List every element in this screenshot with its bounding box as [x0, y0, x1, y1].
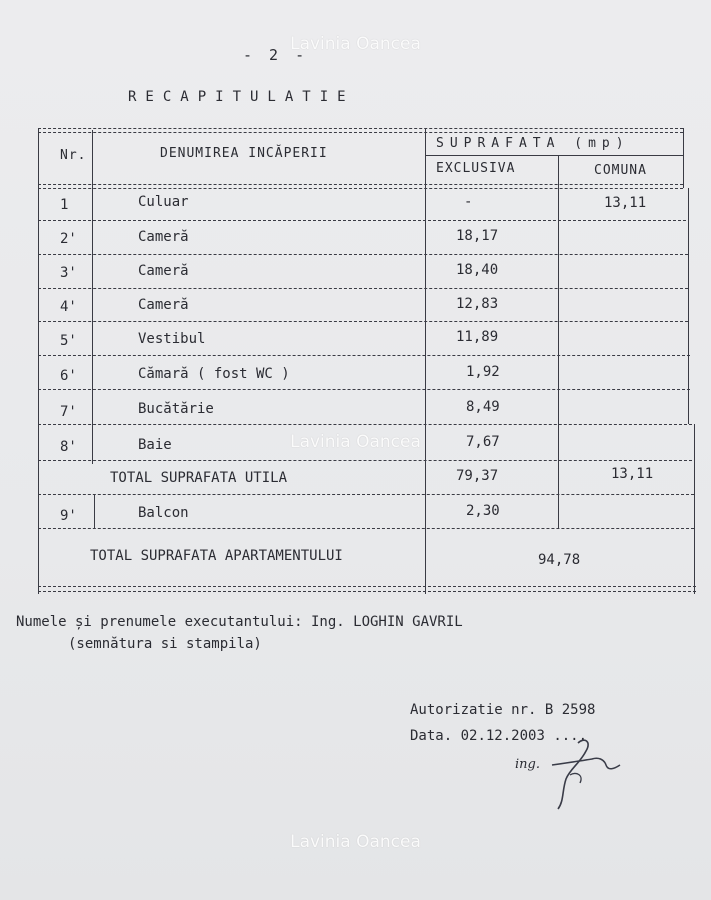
- header-subdivider: [426, 155, 683, 156]
- executor-line: Numele și prenumele executantului: Ing. LOGHIN GAVRIL: [16, 614, 463, 630]
- row-divider: [38, 254, 688, 255]
- nr-column-divider-balcony: [94, 494, 95, 528]
- row-divider: [38, 494, 694, 495]
- row-divider: [38, 288, 688, 289]
- row-8-nr: 8': [60, 439, 77, 455]
- nr-column-divider: [92, 130, 93, 464]
- name-column-divider: [425, 128, 426, 594]
- row-divider: [38, 528, 694, 529]
- row-3-exclusive: 18,40: [456, 262, 499, 278]
- header-bottom-border-inner: [38, 188, 683, 189]
- watermark-top: Lavinia Oancea: [290, 34, 421, 54]
- exclusive-column-divider: [558, 155, 559, 528]
- header-nr: Nr.: [60, 148, 87, 163]
- row-7-exclusive: 8,49: [466, 399, 500, 415]
- row-1-exclusive: -: [464, 194, 473, 210]
- header-common: COMUNA: [594, 163, 647, 178]
- row-1-common: 13,11: [604, 195, 647, 211]
- date-trail: ....: [553, 728, 588, 744]
- row-2-exclusive: 18,17: [456, 228, 499, 244]
- table-right-border-top: [683, 128, 684, 188]
- row-6-nr: 6': [60, 368, 77, 384]
- area-table: [38, 128, 698, 598]
- total-useful-label: TOTAL SUPRAFATA UTILA: [110, 470, 288, 486]
- row-7-name: Bucătărie: [138, 401, 214, 417]
- table-top-border: [38, 128, 683, 129]
- row-divider: [38, 389, 690, 390]
- executor-note: (semnătura si stampila): [68, 636, 262, 652]
- table-right-border-mid: [688, 188, 689, 424]
- total-apartment-value: 94,78: [538, 552, 581, 568]
- date-label: Data.: [410, 728, 453, 744]
- table-bottom-border: [38, 586, 696, 587]
- row-divider: [38, 424, 692, 425]
- row-6-name: Cămară ( fost WC ): [138, 366, 290, 382]
- row-2-name: Cameră: [138, 229, 189, 245]
- header-room-name: DENUMIREA INCĂPERII: [160, 146, 328, 161]
- row-1-name: Culuar: [138, 194, 189, 210]
- row-5-name: Vestibul: [138, 331, 206, 347]
- total-useful-common: 13,11: [611, 466, 654, 482]
- header-area-group: SUPRAFATA (mp): [436, 136, 630, 151]
- row-4-name: Cameră: [138, 297, 189, 313]
- total-apartment-label: TOTAL SUPRAFATA APARTAMENTULUI: [90, 548, 343, 564]
- table-left-border: [38, 128, 39, 594]
- row-6-exclusive: 1,92: [466, 364, 500, 380]
- row-4-nr: 4': [60, 299, 77, 315]
- date-value: 02.12.2003: [460, 728, 545, 744]
- row-divider: [38, 220, 686, 221]
- document-title: RECAPITULATIE: [128, 89, 355, 105]
- table-bottom-border-inner: [38, 591, 696, 592]
- row-5-nr: 5': [60, 333, 77, 349]
- total-useful-exclusive: 79,37: [456, 468, 499, 484]
- signature-scribble: [540, 735, 630, 815]
- row-3-name: Cameră: [138, 263, 189, 279]
- header-bottom-border: [38, 184, 683, 185]
- row-3-nr: 3': [60, 265, 77, 281]
- row-8-exclusive: 7,67: [466, 434, 500, 450]
- balcony-exclusive: 2,30: [466, 503, 500, 519]
- row-divider: [38, 355, 690, 356]
- row-4-exclusive: 12,83: [456, 296, 499, 312]
- page-number: - 2 -: [243, 46, 309, 64]
- header-exclusive: EXCLUSIVA: [436, 161, 516, 176]
- balcony-name: Balcon: [138, 505, 189, 521]
- row-5-exclusive: 11,89: [456, 329, 499, 345]
- watermark-middle: Lavinia Oancea: [290, 432, 421, 452]
- table-top-border-inner: [38, 132, 683, 133]
- signature-prefix: ing.: [515, 757, 540, 772]
- watermark-bottom: Lavinia Oancea: [290, 832, 421, 852]
- row-8-name: Baie: [138, 437, 172, 453]
- authorization-number: Autorizatie nr. B 2598: [410, 702, 596, 718]
- row-2-nr: 2': [60, 231, 77, 247]
- table-right-border-bottom: [694, 424, 695, 594]
- balcony-nr: 9': [60, 508, 77, 524]
- row-1-nr: 1: [60, 197, 69, 213]
- row-divider: [38, 321, 688, 322]
- row-divider: [38, 460, 692, 461]
- row-7-nr: 7': [60, 404, 77, 420]
